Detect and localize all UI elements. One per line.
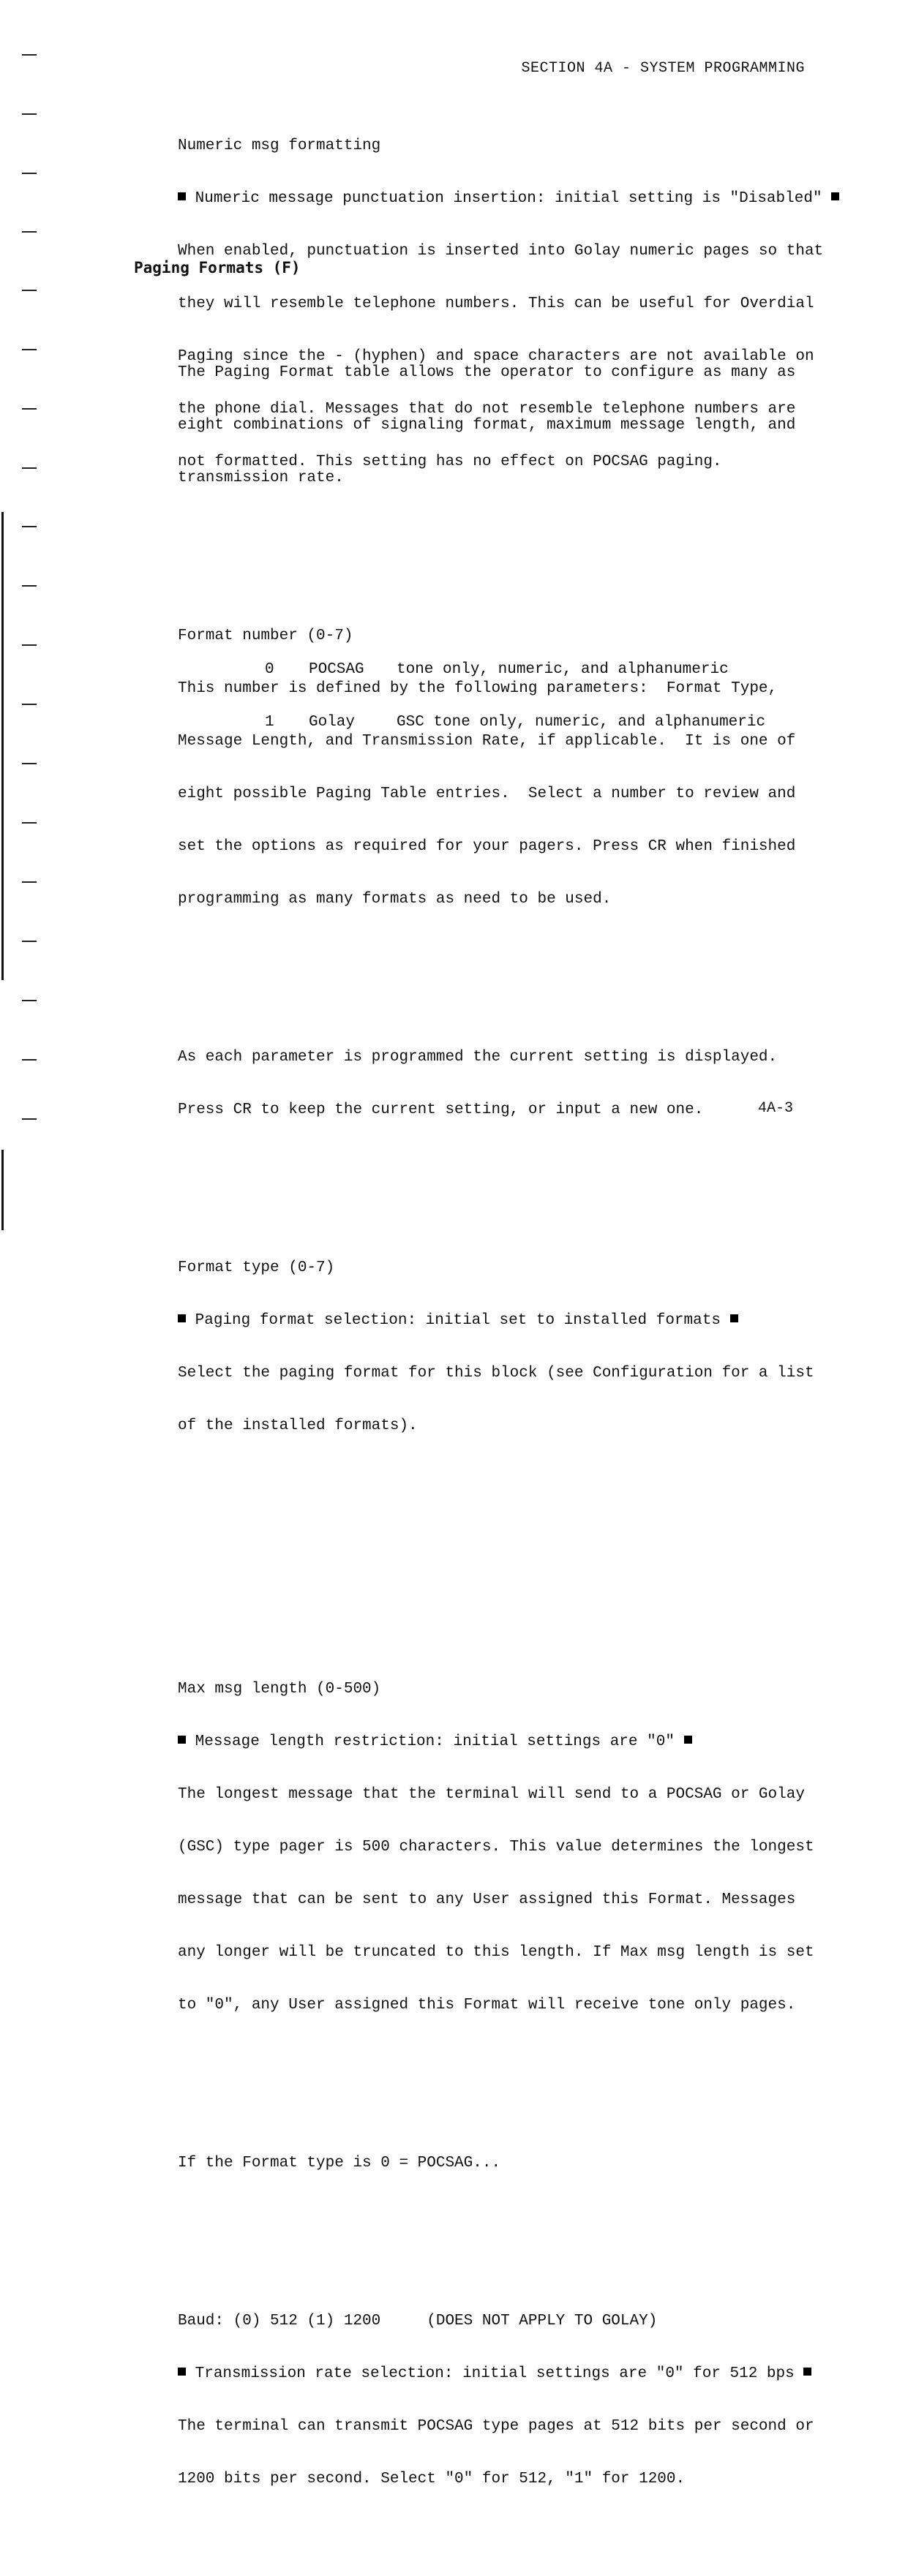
binding-tick [22,173,37,174]
binding-tick [22,822,37,824]
setting-title: Format number (0-7) [178,628,353,644]
body-line: The terminal can transmit POCSAG type pages at 512 bits per second or [178,2418,814,2435]
format-desc-cell: GSC tone only, numeric, and alphanumeric [397,714,766,731]
binding-tick [22,526,37,527]
body-line: set the options as required for your pagers. Press CR when finished [178,838,796,855]
max-msg-paragraph [178,1646,822,2049]
body-line: Press CR to keep the current setting, or input a new one. [178,1101,704,1118]
body-line: message that can be sent to any User assigned this Format. Messages [178,1891,796,1908]
binding-tick [22,54,37,56]
binding-tick [22,231,37,233]
body-line: (GSC) type pager is 500 characters. This value determines the longest [178,1839,814,1856]
body-line: This number is defined by the following parameters: Format Type, [178,680,778,697]
body-line: Select the paging format for this block (see Configuration for a list [178,1365,814,1382]
square-bullet-icon [730,1314,738,1322]
format-name-cell: Golay [309,714,356,731]
binding-tick [22,467,37,469]
body-line: to "0", any User assigned this Format will receive tone only pages. [178,1997,796,2014]
square-bullet-icon [803,2368,811,2376]
binding-tick [22,704,37,705]
page-number: 4A-3 [758,1100,794,1117]
square-bullet-icon [178,1314,186,1322]
table-row [265,661,765,679]
body-line: transmission rate. [178,470,344,486]
table-row [265,714,765,731]
body-line: any longer will be truncated to this length. If Max msg length is set [178,1944,814,1961]
body-line: eight possible Paging Table entries. Select a number to review and [178,786,796,802]
body-line: As each parameter is programmed the current setting is displayed. [178,1049,778,1066]
binding-tick [22,290,37,291]
setting-default-line: Transmission rate selection: initial settings are "0" for 512 bps [178,2365,822,2383]
format-table-spacer [178,1540,822,1575]
body-line: When enabled, punctuation is inserted into Golay numeric pages so that [178,243,824,260]
binding-tick [22,1000,37,1001]
body-line: they will resemble telephone numbers. This can be useful for Overdial [178,295,814,312]
setting-default-line: Message length restriction: initial settings are "0" [178,1733,822,1751]
binding-tick [22,644,37,646]
square-bullet-icon [178,1736,186,1744]
binding-tick [22,585,37,587]
square-bullet-icon [831,192,839,200]
square-bullet-icon [684,1736,692,1744]
setting-title: Numeric msg formatting [178,138,381,154]
body-line: programming as many formats as need to be used. [178,891,612,908]
square-bullet-icon [178,2368,186,2376]
body-line: eight combinations of signaling format, maximum message length, and [178,417,796,434]
setting-default-line: Paging format selection: initial set to installed formats [178,1312,822,1330]
binding-tick [22,113,37,115]
body-line: If the Format type is 0 = POCSAG... [178,2155,501,2172]
body-line: 1200 bits per second. Select "0" for 512, "1" for 1200. [178,2471,686,2488]
body-line: Paging since the - (hyphen) and space characters are not available on [178,348,814,365]
binding-tick [22,349,37,350]
setting-title: Max msg length (0-500) [178,1681,381,1698]
binding-edge-line [1,512,4,980]
setting-title: Format type (0-7) [178,1259,335,1276]
binding-tick [22,881,37,883]
body-line: Message Length, and Transmission Rate, if applicable. It is one of [178,733,796,750]
format-name-cell: POCSAG [309,661,364,678]
binding-tick [22,408,37,410]
body-line: of the installed formats). [178,1417,418,1434]
binding-tick [22,1059,37,1061]
format-type-table [265,626,765,767]
parameter-note-paragraph [178,1014,822,1154]
body-line: The longest message that the terminal will send to a POCSAG or Golay [178,1786,805,1803]
intro-paragraph [178,329,822,522]
body-line: The Paging Format table allows the operator to configure as many as [178,364,796,381]
binding-edge-line [1,1150,4,1230]
format-number-cell: 1 [265,714,274,731]
setting-title: Baud: (0) 512 (1) 1200 (DOES NOT APPLY TO GOLAY) [178,2313,658,2330]
square-bullet-icon [178,192,186,200]
body-line: not formatted. This setting has no effect on POCSAG paging. [178,453,722,470]
format-type-paragraph [178,1224,822,1470]
binding-tick [22,1118,37,1120]
body-line: the phone dial. Messages that do not resemble telephone numbers are [178,401,796,418]
format-desc-cell: tone only, numeric, and alphanumeric [397,661,729,678]
running-head: SECTION 4A - SYSTEM PROGRAMMING [521,60,805,77]
binding-tick [22,763,37,764]
setting-default-line: Numeric message punctuation insertion: initial setting is "Disabled" [178,190,822,208]
pocsag-note [178,2120,822,2207]
format-number-cell: 0 [265,661,274,678]
baud-paragraph [178,2278,822,2523]
binding-tick [22,941,37,942]
section-heading: Paging Formats (F) [134,259,301,276]
